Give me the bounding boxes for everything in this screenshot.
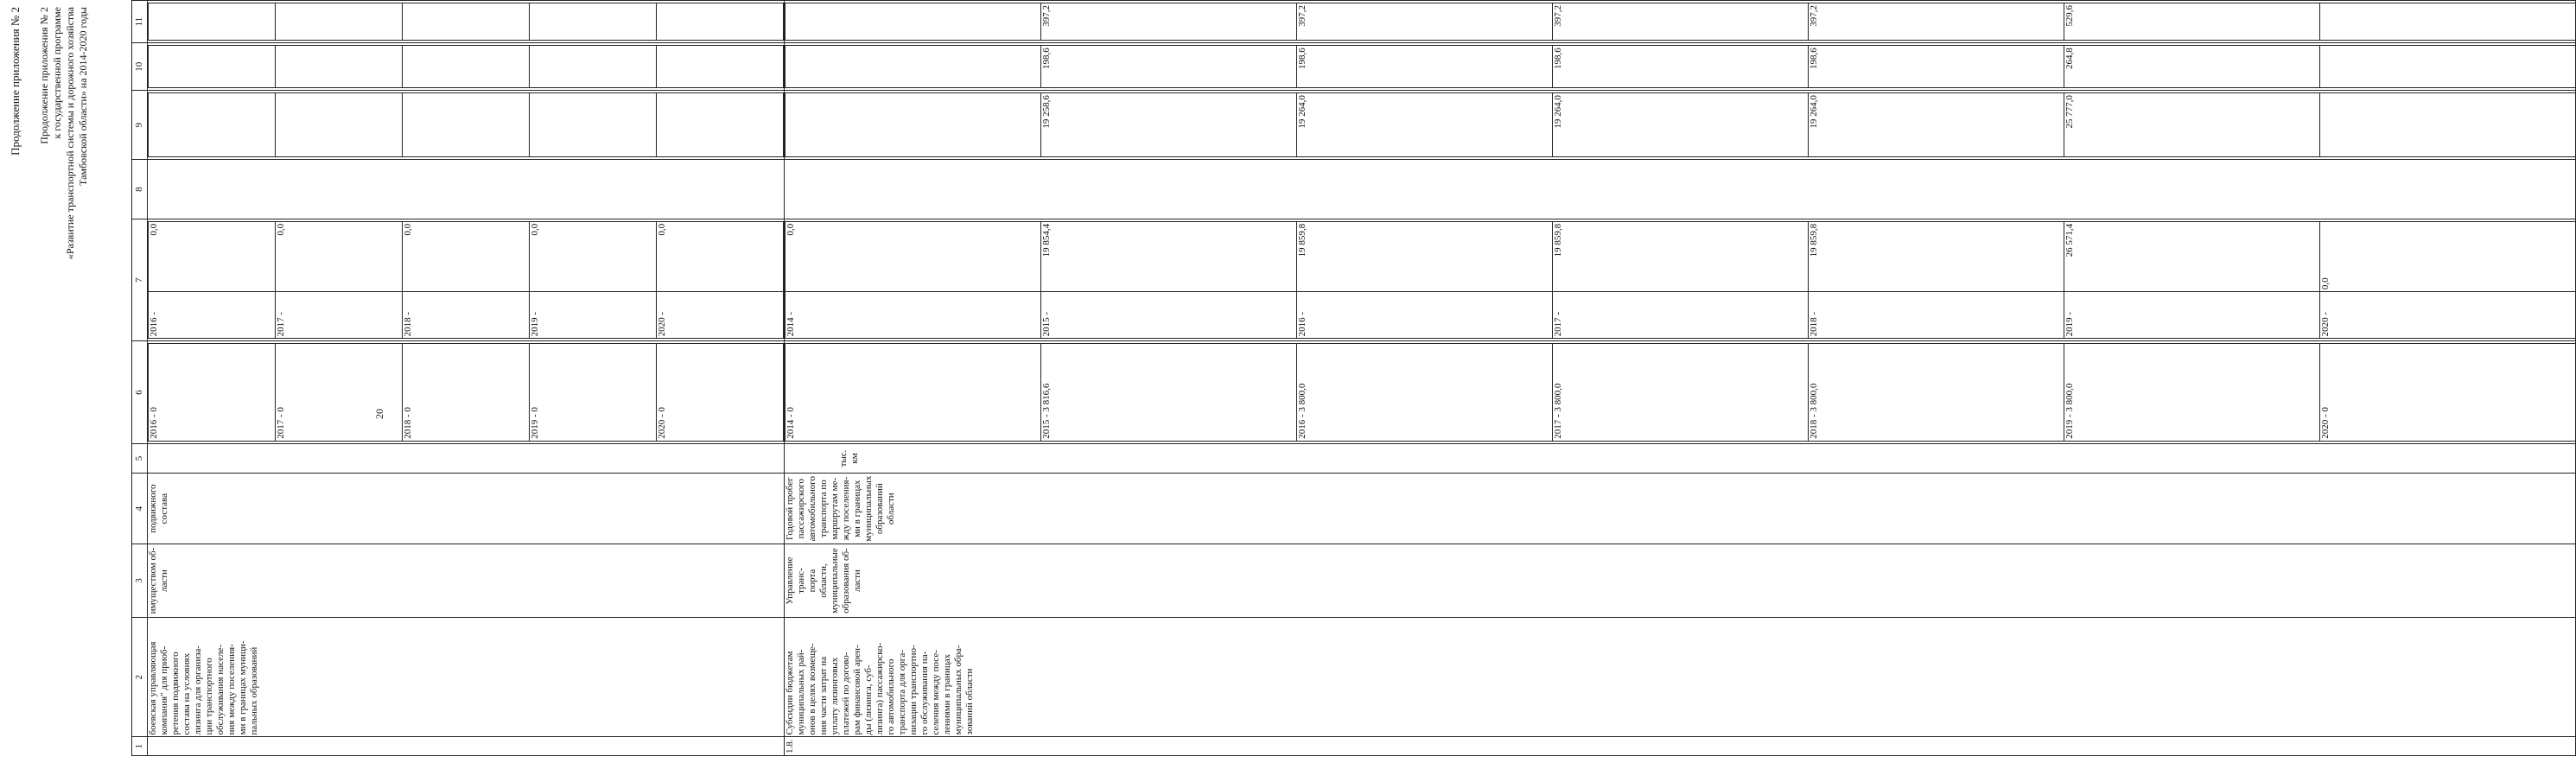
column-number-row — [132, 1, 148, 756]
text-line: ды (лизинга, суб- — [863, 664, 874, 735]
text-line: имуществом об- — [148, 547, 158, 614]
amount — [403, 46, 530, 88]
year-value: 2018 - 3 800,0 — [1809, 344, 2064, 441]
text-line: состава на условиях — [181, 652, 192, 735]
col9-values — [785, 91, 2576, 160]
col8-cell — [785, 160, 2576, 219]
amount — [149, 3, 276, 41]
text-line: транспорта по — [818, 480, 829, 538]
year-label: 2016 - — [149, 292, 276, 339]
text-line: ния части затрат на — [818, 656, 829, 735]
col11-values — [148, 1, 785, 43]
year-label: 2017 - — [276, 292, 403, 339]
text-line: ми в границах муници- — [238, 640, 248, 735]
amount — [149, 93, 276, 157]
amount: 0,0 — [149, 221, 276, 291]
text-line: состава — [159, 493, 169, 525]
amount — [657, 93, 784, 157]
amount — [657, 46, 784, 88]
amount: 0,0 — [657, 221, 784, 291]
amount: 19 859,8 — [1809, 221, 2064, 291]
year-label: 2016 - — [1297, 292, 1553, 339]
amount: 19 264,0 — [1809, 93, 2064, 157]
year-value: 2014 - 0 — [786, 344, 1041, 441]
amount: 25 777,0 — [2064, 93, 2320, 157]
amount: 198,6 — [1041, 46, 1297, 88]
amount — [530, 3, 657, 41]
amount — [657, 3, 784, 41]
indicator-values — [148, 341, 785, 443]
amount: 19 859,8 — [1553, 221, 1809, 291]
text-line: ции транспортного — [204, 658, 214, 735]
row-number — [148, 737, 785, 756]
amount: 397,2 — [1809, 3, 2064, 41]
year-label: 2018 - — [1809, 292, 2064, 339]
indicator-values — [785, 341, 2576, 443]
column-header: 2 — [132, 617, 148, 737]
table-row — [785, 1, 2576, 756]
amount: 0,0 — [786, 221, 1041, 291]
amount: 0,0 — [403, 221, 530, 291]
amount — [786, 3, 1041, 41]
column-header: 5 — [132, 443, 148, 473]
amount — [403, 93, 530, 157]
responsible-executor — [148, 544, 785, 618]
year-label: 2018 - — [403, 292, 530, 339]
appendix-header — [38, 7, 90, 259]
col8-cell — [148, 160, 785, 219]
column-header: 7 — [132, 219, 148, 341]
text-line: автомобильного — [807, 476, 817, 542]
amount — [786, 93, 1041, 157]
amount — [276, 93, 403, 157]
amount — [2320, 3, 2576, 41]
text-line: образования об- — [841, 548, 851, 614]
text-line: области, — [818, 563, 829, 598]
col11-values — [785, 1, 2576, 43]
amount: 0,0 — [276, 221, 403, 291]
column-header: 4 — [132, 474, 148, 544]
amount: 264,8 — [2064, 46, 2320, 88]
program-table — [131, 0, 2576, 756]
text-line: лизинга) пассажирско- — [875, 642, 885, 735]
text-line: го обслуживания на- — [919, 651, 930, 735]
amount — [276, 46, 403, 88]
amount — [786, 46, 1041, 88]
amount — [276, 3, 403, 41]
header-line: «Развитие транспортной системы и дорожного хозяйства — [64, 7, 76, 260]
header-line: Тамбовской области» на 2014-2020 годы — [77, 7, 89, 186]
text-line: платежей по догово- — [841, 652, 851, 735]
text-line: порта — [807, 569, 817, 593]
text-line: области — [886, 493, 896, 525]
amount: 19 258,6 — [1041, 93, 1297, 157]
text-line: муниципальные — [830, 548, 840, 614]
col10-values — [148, 43, 785, 91]
year-label: 2017 - — [1553, 292, 1809, 339]
year-label: 2019 - — [2064, 292, 2320, 339]
unit-cell — [148, 443, 785, 473]
amount: 19 264,0 — [1553, 93, 1809, 157]
text-line: лениями в границах — [942, 653, 952, 735]
amount — [530, 46, 657, 88]
text-line: уплату лизинговых — [830, 657, 840, 735]
year-label: 2020 - — [657, 292, 784, 339]
unit-label: тыс. км — [838, 449, 860, 467]
amount — [149, 46, 276, 88]
year-value: 2018 - 0 — [403, 344, 530, 441]
amount: 0,0 — [2320, 221, 2576, 291]
table-row — [148, 1, 785, 756]
column-header: 3 — [132, 544, 148, 618]
page-number: 20 — [373, 409, 385, 419]
amount: 0,0 — [530, 221, 657, 291]
year-value: 2016 - 0 — [149, 344, 276, 441]
amount — [530, 93, 657, 157]
year-value: 2020 - 0 — [2320, 344, 2576, 441]
text-line: рам финансовой арен- — [852, 645, 862, 735]
column-header: 11 — [132, 1, 148, 43]
text-line: муниципальных обра- — [953, 645, 964, 735]
column-header: 8 — [132, 160, 148, 219]
text-line: ретения подвижного — [170, 652, 181, 735]
text-line: боевская управляющая — [148, 641, 158, 735]
amount: 19 859,8 — [1297, 221, 1553, 291]
text-line: ми в границах — [852, 480, 862, 537]
year-value: 2019 - 0 — [530, 344, 657, 441]
text-line: транспорта для орга- — [897, 650, 907, 735]
measure-description — [785, 617, 2576, 737]
year-label: 2020 - — [2320, 292, 2576, 339]
text-line: пассажирского — [796, 478, 806, 539]
text-line: жду поселения- — [841, 476, 851, 541]
text-line: образований — [875, 483, 885, 535]
text-line: онов в целях возмеще- — [807, 643, 817, 735]
amount: 19 854,4 — [1041, 221, 1297, 291]
responsible-executor — [785, 544, 2576, 618]
measure-description — [148, 617, 785, 737]
text-line: зований области — [964, 668, 975, 735]
year-label: 2014 - — [786, 292, 1041, 339]
text-line: селения между посе- — [931, 650, 941, 735]
amount: 529,6 — [2064, 3, 2320, 41]
text-line: муниципальных — [863, 475, 874, 542]
text-line: компания" для приоб- — [159, 645, 169, 735]
column-header: 10 — [132, 43, 148, 91]
header-line: к государственной программе — [51, 7, 63, 139]
text-line: подвижного — [148, 484, 158, 533]
amount: 198,6 — [1297, 46, 1553, 88]
unit-cell — [785, 443, 2576, 473]
year-value: 2020 - 0 — [657, 344, 784, 441]
year-value: 2019 - 3 800,0 — [2064, 344, 2320, 441]
col9-values — [148, 91, 785, 160]
text-line: низации транспортно- — [908, 645, 919, 735]
amount: 397,2 — [1297, 3, 1553, 41]
text-line: Субсидии бюджетам — [785, 651, 795, 735]
text-line: го автомобильного — [886, 658, 896, 735]
text-line: Годовой пробег — [785, 477, 795, 541]
continuation-title: Продолжение приложения № 2 — [9, 7, 22, 156]
text-line: Управление транс- — [785, 556, 806, 605]
row-number: 1.8. — [785, 737, 2576, 756]
indicator-name — [148, 474, 785, 544]
amount: 397,2 — [1041, 3, 1297, 41]
text-line: маршрутам ме- — [830, 477, 840, 540]
amount: 198,6 — [1809, 46, 2064, 88]
text-line: ласти — [159, 569, 169, 593]
year-label: 2015 - — [1041, 292, 1297, 339]
amount — [403, 3, 530, 41]
funding-values — [148, 219, 785, 341]
text-line: пальных образований — [249, 646, 259, 735]
text-line: ния между поселения- — [226, 644, 237, 735]
header-line: Продолжение приложения № 2 — [38, 7, 50, 144]
year-label: 2019 - — [530, 292, 657, 339]
indicator-name — [785, 474, 2576, 544]
amount — [2320, 93, 2576, 157]
amount: 19 264,0 — [1297, 93, 1553, 157]
year-value: 2015 - 3 816,6 — [1041, 344, 1297, 441]
amount: 397,2 — [1553, 3, 1809, 41]
text-line: лизинга для организа- — [193, 645, 203, 735]
year-value: 2016 - 3 800,0 — [1297, 344, 1553, 441]
year-value: 2017 - 3 800,0 — [1553, 344, 1809, 441]
text-line: обслуживания населе- — [215, 644, 226, 735]
text-line: муниципальных рай- — [796, 649, 806, 735]
amount — [2320, 46, 2576, 88]
text-line: ласти — [852, 569, 862, 593]
amount: 198,6 — [1553, 46, 1809, 88]
year-value: 2017 - 0 — [276, 344, 403, 441]
column-header: 9 — [132, 91, 148, 160]
amount: 26 571,4 — [2064, 221, 2320, 291]
column-header: 6 — [132, 341, 148, 443]
column-header: 1 — [132, 737, 148, 756]
funding-values — [785, 219, 2576, 341]
col10-values — [785, 43, 2576, 91]
